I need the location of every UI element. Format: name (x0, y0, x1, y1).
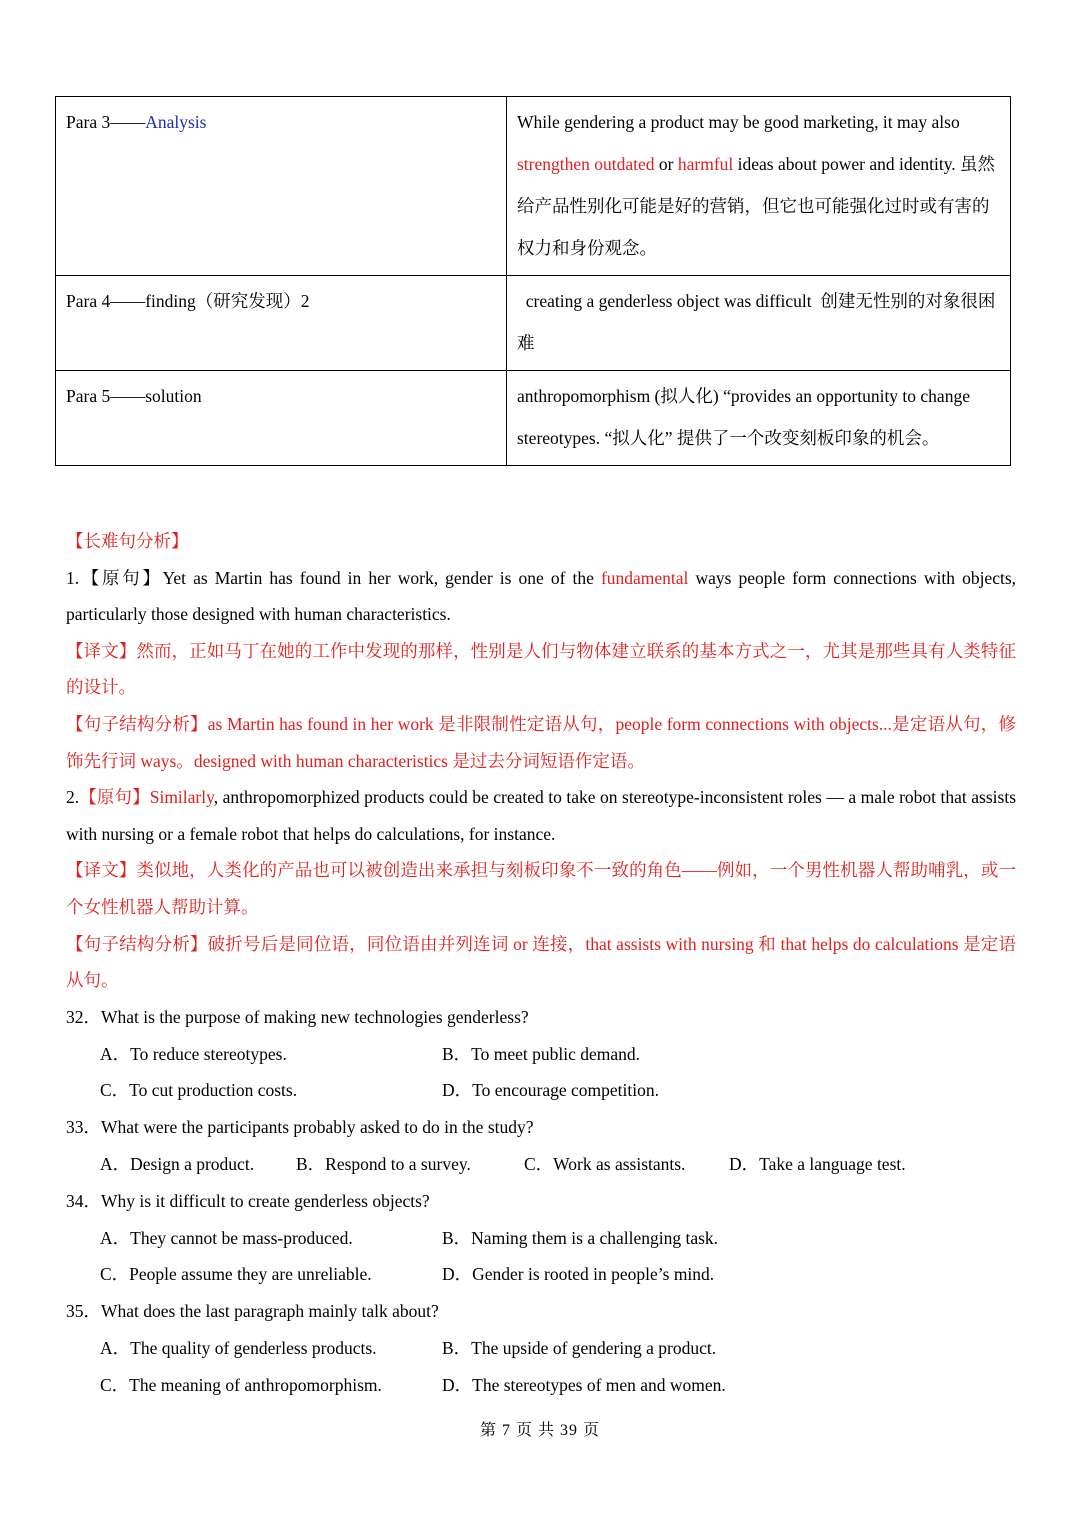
table-cell-para: Para 4——finding（研究发现）2 (56, 276, 507, 371)
question-stem: 35．What does the last paragraph mainly talk about? (66, 1301, 439, 1322)
sentence-1-structure: 【句子结构分析】as Martin has found in her work 是非限制性定语从句，people form connections with objects...是定语从句，修饰先行词 ways。designed with human characteristics 是过去分词短语作定语。 (66, 713, 1016, 771)
question-33 (66, 1109, 1016, 1183)
table-cell-summary: creating a genderless object was difficult 创建无性别的对象很困难 (507, 276, 1011, 371)
option-b: B．To meet public demand. (442, 1043, 641, 1064)
options-row (66, 1256, 1016, 1293)
option-d: D．Gender is rooted in people’s mind. (442, 1264, 715, 1285)
table-cell-summary (507, 97, 1011, 276)
sentence-2-original (66, 779, 1016, 852)
option-d: D．To encourage competition. (442, 1080, 659, 1101)
original-tag: 【原句】 (79, 787, 150, 808)
keyword-highlight: fundamental (600, 567, 689, 588)
option-c: C．To cut production costs. (100, 1080, 298, 1101)
option-a: A．The quality of genderless products. (100, 1337, 377, 1358)
option-d: D．Take a language test. (729, 1153, 906, 1174)
table-cell-summary: anthropomorphism (拟人化) “provides an opportunity to change stereotypes. “拟人化” 提供了一个改变刻板印象的机会。 (507, 371, 1011, 466)
option-b: B．The upside of gendering a product. (442, 1337, 717, 1358)
summary-text: While gendering a product may be good marketing, it may also (517, 112, 960, 132)
sentence-number: 2. (66, 787, 80, 808)
table-row (56, 276, 1011, 371)
question-32 (66, 999, 1016, 1109)
paragraph-outline-table (55, 96, 1011, 466)
summary-highlight: harmful (677, 154, 734, 174)
summary-highlight: strengthen outdated (517, 154, 655, 174)
option-b: B．Respond to a survey. (296, 1153, 471, 1174)
keyword-highlight: Similarly (149, 787, 214, 808)
table-row (56, 371, 1011, 466)
options-row (66, 1367, 1016, 1404)
para-label: Para 3—— (66, 112, 146, 132)
option-c: C．Work as assistants. (524, 1153, 686, 1174)
sentence-number: 1. (66, 567, 80, 588)
options-row (66, 1036, 1016, 1073)
option-a: A．Design a product. (100, 1153, 255, 1174)
page-footer: 第 7 页 共 39 页 (479, 1422, 600, 1439)
question-stem: 33．What were the participants probably asked to do in the study? (66, 1117, 534, 1138)
summary-text: or (654, 154, 678, 174)
option-a: A．They cannot be mass-produced. (100, 1227, 353, 1248)
original-text: Yet as Martin has found in her work, gender is one of the (162, 567, 601, 588)
option-a: A．To reduce stereotypes. (100, 1043, 287, 1064)
main-content (66, 523, 1016, 1403)
option-b: B．Naming them is a challenging task. (442, 1227, 719, 1248)
original-text: , anthropomorphized products could be created to take on stereotype-inconsistent roles — a male robot that assists with nursing or a female robot that helps do calculations, for instance. (66, 787, 1017, 844)
sentence-2-translation: 【译文】类似地，人类化的产品也可以被创造出来承担与刻板印象不一致的角色——例如，一个男性机器人帮助哺乳，或一个女性机器人帮助计算。 (66, 860, 1016, 917)
question-35 (66, 1293, 1016, 1403)
options-row (66, 1220, 1016, 1257)
option-c: C．People assume they are unreliable. (100, 1264, 372, 1285)
question-stem: 32．What is the purpose of making new technologies genderless? (66, 1006, 529, 1027)
sentence-1-original (66, 560, 1016, 633)
sentence-2-structure: 【句子结构分析】破折号后是同位语，同位语由并列连词 or 连接，that assists with nursing 和 that helps do calculations 是定语从句。 (66, 933, 1016, 991)
table-cell-para: Para 5——solution (56, 371, 507, 466)
section-heading: 【长难句分析】 (66, 531, 189, 551)
options-row (66, 1072, 1016, 1109)
option-c: C．The meaning of anthropomorphism. (100, 1374, 382, 1395)
para-label-highlight: Analysis (145, 112, 207, 132)
summary-text: ideas about power and identity. 虽然给产品性别化可能是好的营销，但它也可能强化过时或有害的权力和身份观念。 (517, 154, 996, 258)
sentence-1-translation: 【译文】然而，正如马丁在她的工作中发现的那样，性别是人们与物体建立联系的基本方式之一，尤其是那些具有人类特征的设计。 (66, 640, 1016, 698)
options-row (66, 1330, 1016, 1367)
question-stem: 34．Why is it difficult to create genderless objects? (66, 1190, 430, 1211)
option-d: D．The stereotypes of men and women. (442, 1374, 726, 1395)
question-34 (66, 1183, 1016, 1293)
original-tag: 【原句】 (79, 567, 163, 588)
original-text: ways people form connections with objects, particularly those designed with human characteristics. (66, 567, 1017, 625)
table-cell-para (56, 97, 507, 276)
table-row (56, 97, 1011, 276)
options-row (66, 1146, 1016, 1183)
